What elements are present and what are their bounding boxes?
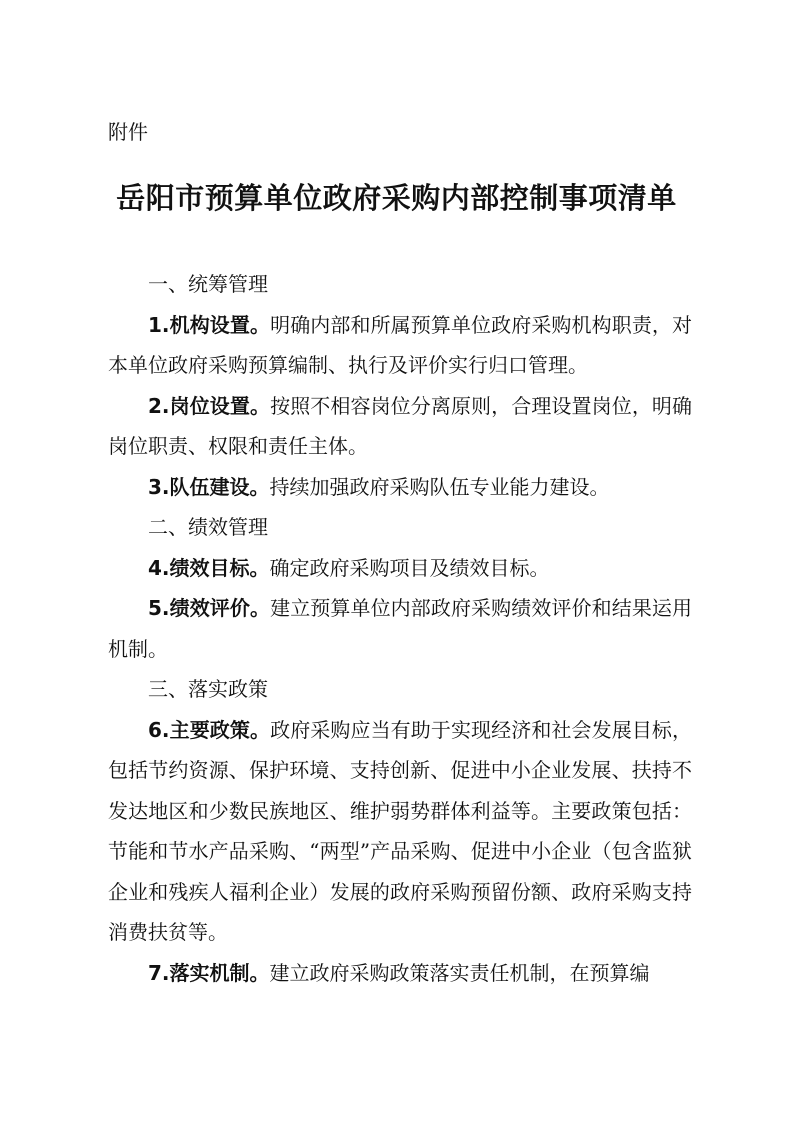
- item-label: 5.绩效评价。: [148, 596, 271, 620]
- section-heading-performance-management: 二、绩效管理: [148, 515, 268, 539]
- document-title: 岳阳市预算单位政府采购内部控制事项清单: [116, 181, 677, 215]
- section-heading-overall-management: 一、统筹管理: [148, 272, 268, 296]
- item-performance-goals: [108, 548, 692, 589]
- item-text: 持续加强政府采购队伍专业能力建设。: [269, 474, 610, 499]
- item-label: 6.主要政策。: [148, 717, 271, 742]
- item-text: 明确内部和所属预算单位政府采购机构职责，对本单位政府采购预算编制、执行及评价实行归口管理。: [108, 312, 693, 377]
- item-label: 2.岗位设置。: [148, 393, 271, 418]
- item-text: 确定政府采购项目及绩效目标。: [269, 555, 550, 580]
- item-position-setup: [108, 386, 692, 467]
- item-text: 建立政府采购政策落实责任机制，在预算编: [269, 960, 650, 985]
- item-label: 7.落实机制。: [148, 960, 270, 985]
- item-label: 1.机构设置。: [148, 312, 271, 337]
- document-body: [108, 264, 692, 993]
- attachment-label: 附件: [108, 120, 148, 144]
- item-implementation-mechanism: [108, 953, 692, 994]
- item-text: 建立预算单位内部政府采购绩效评价和结果运用机制。: [108, 596, 693, 661]
- item-label: 3.队伍建设。: [148, 474, 270, 499]
- item-institution-setup: [108, 305, 692, 386]
- item-performance-evaluation: [108, 588, 692, 669]
- item-main-policies: [108, 710, 692, 953]
- section-heading-policy-implementation: 三、落实政策: [148, 677, 268, 701]
- item-text: 按照不相容岗位分离原则，合理设置岗位，明确岗位职责、权限和责任主体。: [108, 393, 693, 458]
- item-text: 政府采购应当有助于实现经济和社会发展目标，包括节约资源、保护环境、支持创新、促进中小企业发展、扶持不发达地区和少数民族地区、维护弱势群体利益等。主要政策包括：节能和节水产品采购、“两型”产品采购、促进中小企业（包含监狱企业和残疾人福利企业）发展的政府采购预留份额、政府采购支持消费扶贫等。: [108, 717, 693, 944]
- item-team-building: [108, 467, 692, 508]
- item-label: 4.绩效目标。: [148, 555, 270, 580]
